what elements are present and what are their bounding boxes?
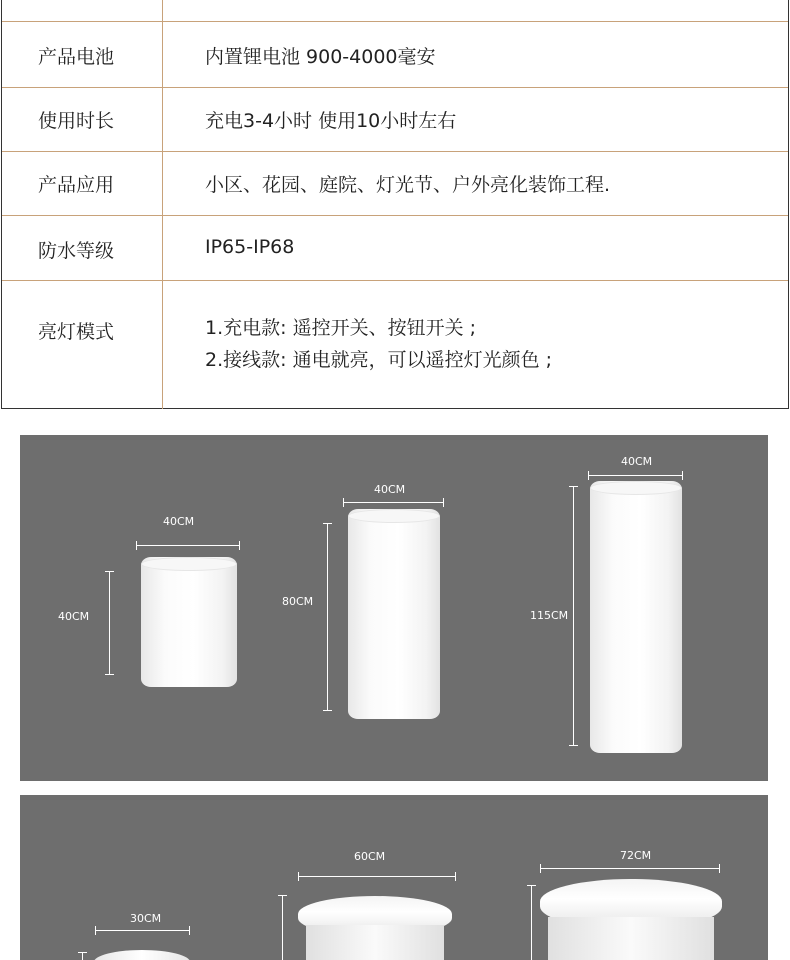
width-dimension-line [136, 545, 240, 546]
width-dimension-line [588, 475, 683, 476]
spec-table [1, 0, 789, 409]
height-dimension-line [282, 895, 283, 960]
pot-medium-width-label: 60CM [354, 850, 386, 863]
pot-sizes-photo [20, 795, 768, 960]
row-divider [2, 21, 788, 22]
row-divider [2, 215, 788, 216]
height-dimension-line [327, 523, 328, 711]
value-light-mode-line1: 1.充电款: 遥控开关、按钮开关 ; [205, 317, 477, 339]
cylinder-small-height-label: 40CM [58, 610, 90, 623]
cylinder-small-width-label: 40CM [163, 515, 195, 528]
column-divider [162, 0, 163, 409]
width-dimension-line [540, 868, 720, 869]
pot-medium-body [306, 925, 444, 960]
pot-large-body [548, 917, 714, 960]
height-dimension-line [109, 571, 110, 675]
value-application: 小区、花园、庭院、灯光节、户外亮化装饰工程. [205, 174, 611, 196]
width-dimension-line [298, 876, 456, 877]
height-dimension-line [573, 486, 574, 746]
value-light-mode-line2: 2.接线款: 通电就亮，可以遥控灯光颜色 ; [205, 349, 553, 371]
row-divider [2, 280, 788, 281]
label-light-mode: 亮灯模式 [38, 321, 115, 343]
cylinder-sizes-photo [20, 435, 768, 781]
cylinder-tall-height-label: 115CM [530, 609, 569, 622]
pot-small-width-label: 30CM [130, 912, 162, 925]
value-waterproof: IP65-IP68 [205, 236, 295, 258]
cylinder-tall-width-label: 40CM [621, 455, 653, 468]
pot-large-width-label: 72CM [620, 849, 652, 862]
cylinder-medium-width-label: 40CM [374, 483, 406, 496]
height-dimension-line [531, 885, 532, 960]
pot-small [94, 950, 190, 960]
label-battery: 产品电池 [38, 46, 115, 68]
row-divider [2, 151, 788, 152]
cylinder-tall [590, 481, 682, 753]
cylinder-small [141, 557, 237, 687]
width-dimension-line [95, 930, 190, 931]
label-duration: 使用时长 [38, 110, 115, 132]
value-duration: 充电3-4小时 使用10小时左右 [205, 110, 457, 132]
height-dimension-line [82, 952, 83, 960]
cylinder-medium [348, 509, 440, 719]
label-waterproof: 防水等级 [38, 240, 115, 262]
label-application: 产品应用 [38, 174, 115, 196]
cylinder-medium-height-label: 80CM [282, 595, 314, 608]
width-dimension-line [343, 502, 444, 503]
row-divider [2, 87, 788, 88]
value-battery: 内置锂电池 900-4000毫安 [205, 46, 436, 68]
